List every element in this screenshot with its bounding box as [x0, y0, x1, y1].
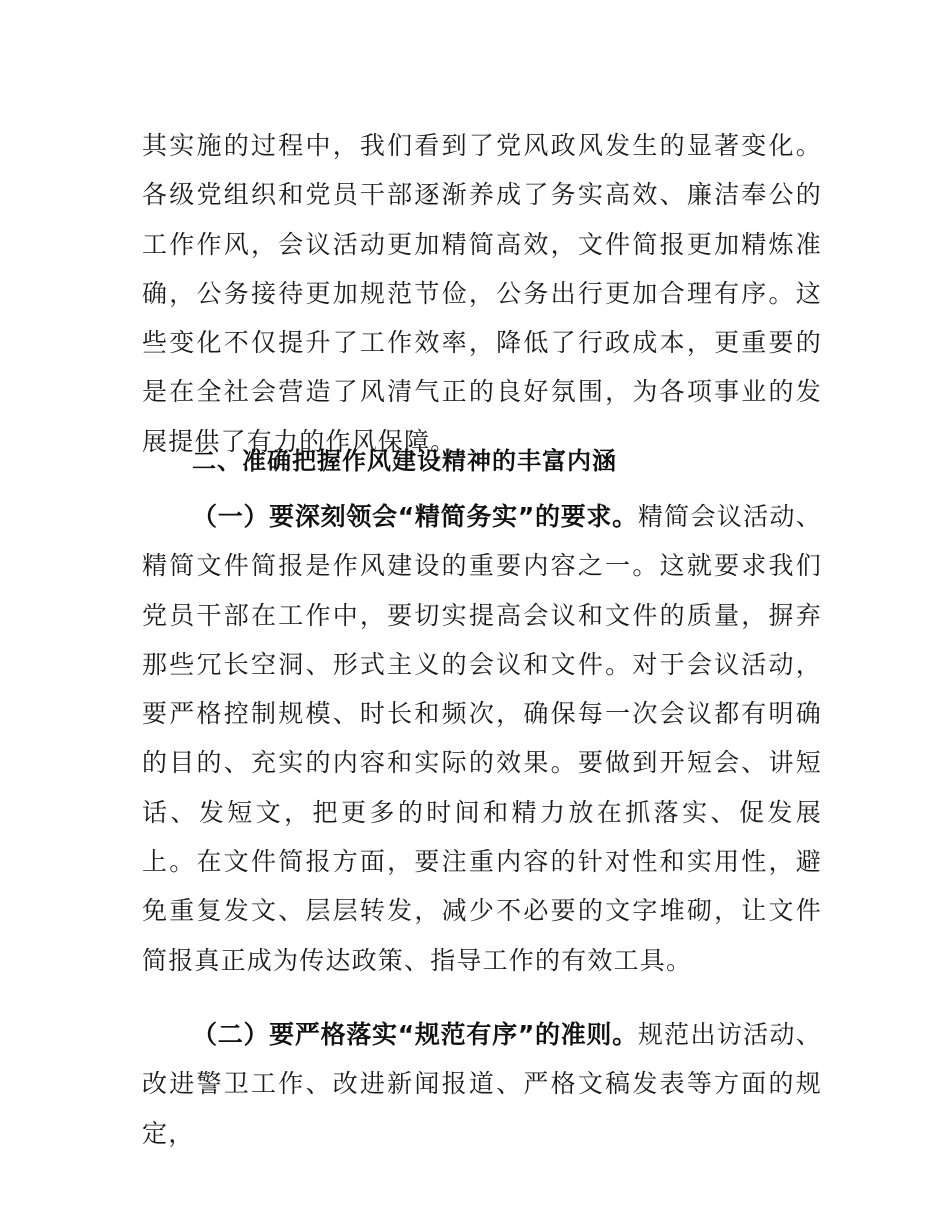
paragraph-body-text: 精简会议活动、精简文件简报是作风建设的重要内容之一。这就要求我们党员干部在工作中，要切实提高会议和文件的质量，摒弃那些冗长空洞、形式主义的会议和文件。对于会议活动，要严格控制规模、时长和频次，确保每一次会议都有明确的目的、充实的内容和实际的效果。要做到开短会、讲短话、发短文，把更多的时间和精力放在抓落实、促发展上。在文件简报方面，要注重内容的针对性和实用性，避免重复发文、层层转发，减少不必要的文字堆砌，让文件简报真正成为传达政策、指导工作的有效工具。: [142, 502, 822, 975]
section-heading: 二、准确把握作风建设精神的丰富内涵: [192, 447, 617, 475]
subsection-title: （一）要深刻领会“精简务实”的要求。: [192, 502, 638, 531]
subsection-title: （二）要严格落实“规范有序”的准则。: [192, 1020, 638, 1049]
body-paragraph-subsection-2: [142, 1010, 822, 1158]
paragraph-body-text: 规范出访活动、改进警卫工作、改进新闻报道、严格文稿发表等方面的规定，: [142, 1020, 822, 1148]
body-paragraph-subsection-1: [142, 492, 822, 985]
body-paragraph: 其实施的过程中，我们看到了党风政风发生的显著变化。各级党组织和党员干部逐渐养成了务实高效、廉洁奉公的工作作风，会议活动更加精简高效，文件简报更加精炼准确，公务接待更加规范节俭，公务出行更加合理有序。这些变化不仅提升了工作效率，降低了行政成本，更重要的是在全社会营造了风清气正的良好氛围，为各项事业的发展提供了有力的作风保障。: [142, 131, 822, 456]
